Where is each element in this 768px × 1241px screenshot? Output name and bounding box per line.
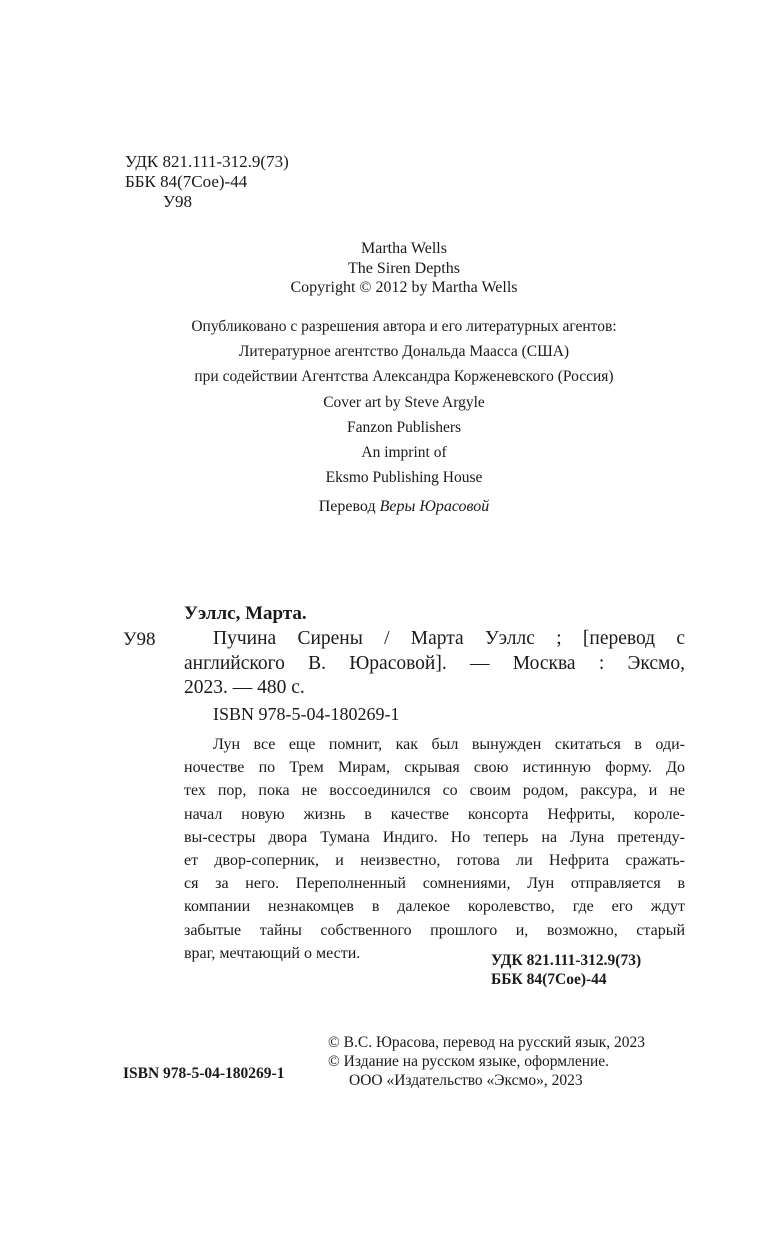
permission-line: Литературное агентство Дональда Маасса (США) [238,343,570,361]
permission-block [0,314,768,490]
original-edition-info [0,239,768,298]
annotation-line: забытые тайны собственного прошлого и, возможно, старый [184,921,685,939]
author-mark: У98 [163,192,193,211]
original-title: The Siren Depths [348,259,460,277]
permission-line: An imprint of [361,444,447,462]
classification-codes-bottom [491,951,641,989]
annotation-line: компании незнакомцев в далекое королевство, где его ждут [184,898,685,916]
copyright-line: © Издание на русском языке, оформление. [328,1053,610,1070]
translation-label: Перевод [318,498,376,515]
copyright-block [328,1033,645,1090]
bibliographic-line: Пучина Сирены / Марта Уэллс ; [перевод с [213,628,685,649]
copyright-line: © В.С. Юрасова, перевод на русский язык, 2023 [328,1034,646,1051]
isbn-bottom: ISBN 978-5-04-180269-1 [123,1065,285,1082]
translator-name: Веры Юрасовой [379,498,490,515]
udk-code-bottom: УДК 821.111-312.9(73) [491,952,642,969]
permission-line: Eksmo Publishing House [325,469,483,487]
bibliographic-code: У98 [123,629,156,650]
bbk-code-bottom: ББК 84(7Сое)-44 [491,971,607,988]
permission-line: Опубликовано с разрешения автора и его литературных агентов: [191,318,617,335]
annotation-line: ночестве по Трем Мирам, скрывая свою истинную форму. До [184,759,685,777]
bibliographic-description [184,627,685,701]
copyright-line: ООО «Издательство «Эксмо», 2023 [349,1072,583,1089]
permission-line: Fanzon Publishers [346,418,462,436]
classification-codes-top [125,152,289,212]
bibliographic-isbn: ISBN 978-5-04-180269-1 [213,704,400,724]
bibliographic-line: английского В. Юрасовой]. — Москва : Эксмо, [184,652,685,674]
annotation-line: ет двор-соперник, и неизвестно, готова ли Нефрита сражать- [184,852,685,870]
translation-credit [0,498,768,516]
annotation-line: начал новую жизнь в качестве консорта Нефриты, короле- [184,805,685,823]
permission-line: Cover art by Steve Argyle [323,393,485,411]
bibliographic-line: 2023. — 480 с. [184,677,305,698]
permission-line: при содействии Агентства Александра Корженевского (Россия) [194,368,614,386]
bbk-code: ББК 84(7Сое)-44 [125,172,248,191]
udk-code: УДК 821.111-312.9(73) [125,152,289,171]
annotation-line: Лун все еще помнит, как был вынужден скитаться в оди- [213,736,685,753]
annotation-line: ся за него. Переполненный сомнениями, Лун отправляется в [184,875,685,893]
annotation-line: вы-сестры двора Тумана Индиго. Но теперь на Луна претенду- [184,828,685,846]
bibliographic-author: Уэллс, Марта. [184,603,307,624]
original-copyright: Copyright © 2012 by Martha Wells [290,279,518,296]
annotation-line: тех пор, пока не воссоединился со своим родом, раксура, и не [184,782,685,800]
annotation [184,733,685,965]
annotation-line: враг, мечтающий о мести. [184,944,361,962]
original-author: Martha Wells [361,240,447,257]
